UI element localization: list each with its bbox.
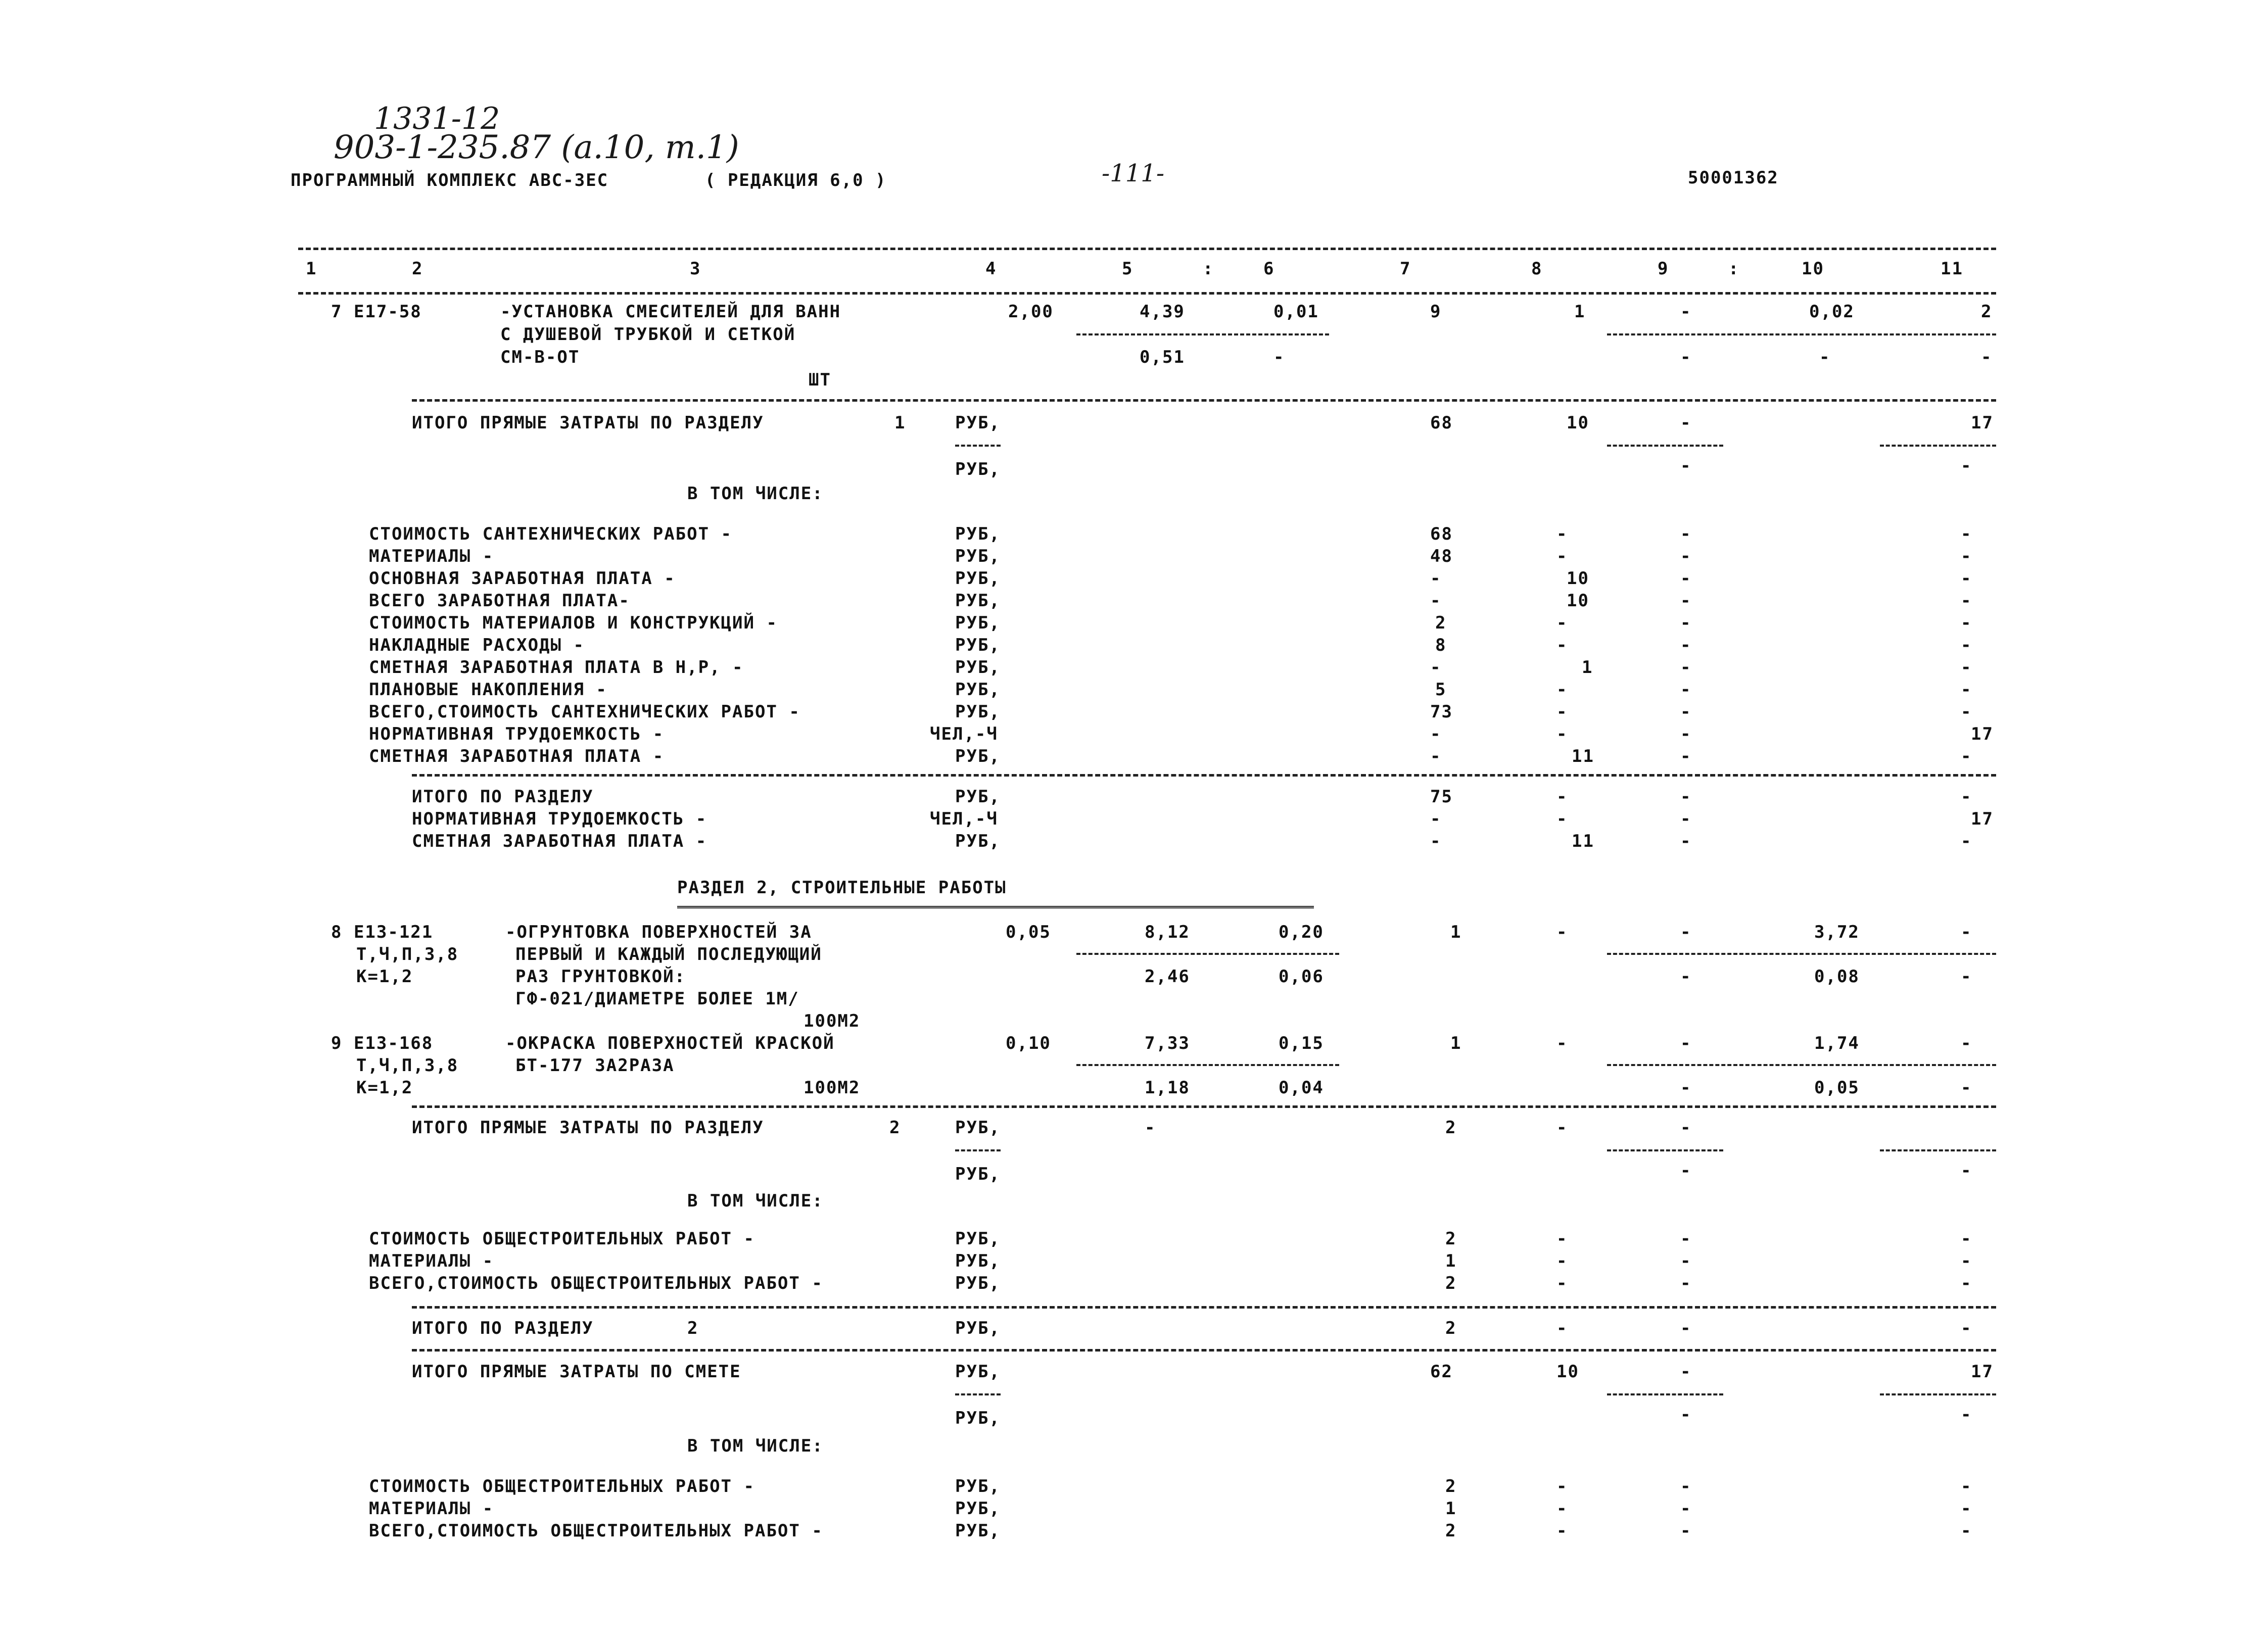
estimate-including-label: В ТОМ ЧИСЛЕ:	[687, 1436, 824, 1456]
sec2-final-v9: -	[1680, 1318, 1692, 1338]
sec1-bd-unit: РУБ,	[955, 635, 1001, 655]
sec1-bd-label: ОСНОВНАЯ ЗАРАБОТНАЯ ПЛАТА -	[369, 568, 676, 589]
sec1-final-v8: -	[1556, 809, 1568, 829]
sec1-final-v8: 11	[1572, 831, 1594, 851]
handwritten-code: 1331-12	[374, 101, 500, 136]
item-9-number: 9 Е13-168	[331, 1033, 434, 1053]
estimate-total-rule-11	[1880, 1393, 1996, 1395]
sec1-bd-label: СТОИМОСТЬ САНТЕХНИЧЕСКИХ РАБОТ -	[369, 524, 733, 544]
section-2-title: РАЗДЕЛ 2, СТРОИТЕЛЬНЫЕ РАБОТЫ	[677, 878, 1007, 898]
sec1-bd-v11: -	[1961, 635, 1972, 655]
sec1-bd-v9: -	[1680, 546, 1692, 566]
estimate-bd-v8: -	[1556, 1521, 1568, 1541]
sec1-bd-v8: 11	[1572, 746, 1594, 766]
item-9-qty: 0,10	[1006, 1033, 1051, 1053]
estimate-bd-v7: 1	[1445, 1499, 1457, 1519]
estimate-bd-v8: -	[1556, 1499, 1568, 1519]
edition-label: ( РЕДАКЦИЯ 6,0 )	[705, 170, 887, 190]
sec2-final-unit: РУБ,	[955, 1318, 1001, 1338]
sec2-total-label: ИТОГО ПРЯМЫЕ ЗАТРАТЫ ПО РАЗДЕЛУ	[412, 1118, 764, 1138]
sec1-final-unit: РУБ,	[955, 787, 1001, 807]
sec1-total-col7: 68	[1430, 413, 1453, 433]
sec1-bd-v9: -	[1680, 524, 1692, 544]
sec1-final-label: НОРМАТИВНАЯ ТРУДОЕМКОСТЬ -	[412, 809, 707, 829]
item-8-desc-3: РАЗ ГРУНТОВКОЙ:	[515, 967, 686, 987]
item-8-col11: -	[1961, 922, 1972, 942]
sec2-bd-unit: РУБ,	[955, 1229, 1001, 1249]
sec2-final-v8: -	[1556, 1318, 1568, 1338]
sec1-bd-v9: -	[1680, 613, 1692, 633]
item-8-col10: 3,72	[1814, 922, 1860, 942]
item-9-sub-rule-b	[1607, 1064, 1996, 1066]
item-8-col6b: 0,06	[1279, 967, 1324, 987]
item-7-sub-rule	[1076, 333, 1329, 335]
col-sep-a: :	[1203, 259, 1214, 279]
program-header: ПРОГРАММНЫЙ КОМПЛЕКС АВС-3ЕС	[291, 170, 609, 190]
item-7-col8: 1	[1574, 302, 1586, 322]
sec1-bd-v7: 68	[1430, 524, 1453, 544]
sec2-bd-v11: -	[1961, 1251, 1972, 1271]
col-2: 2	[412, 259, 423, 279]
estimate-total-col11b: -	[1961, 1405, 1972, 1425]
item-7-col6: 0,01	[1273, 302, 1319, 322]
sec1-bd-v7: -	[1430, 746, 1442, 766]
item-8-qty: 0,05	[1006, 922, 1051, 942]
item-9-col11b: -	[1961, 1078, 1972, 1098]
sec1-bd-v8: -	[1556, 524, 1568, 544]
item-9-col11: -	[1961, 1033, 1972, 1053]
sec2-total-rule-9	[1607, 1149, 1723, 1151]
sec2-bd-v9: -	[1680, 1251, 1692, 1271]
estimate-bd-unit: РУБ,	[955, 1476, 1001, 1497]
document-number: 50001362	[1688, 168, 1779, 188]
sec2-total-section: 2	[889, 1118, 901, 1138]
handwritten-page-number: -111-	[1102, 159, 1165, 187]
sec1-bd-v9: -	[1680, 635, 1692, 655]
estimate-bd-v11: -	[1961, 1476, 1972, 1497]
sec1-bd-unit: РУБ,	[955, 657, 1001, 678]
item-8-unit: 100М2	[804, 1011, 861, 1031]
sec1-bd-v8: 1	[1582, 657, 1593, 678]
sec2-total-col9b: -	[1680, 1161, 1692, 1181]
item-7-desc-1: -УСТАНОВКА СМЕСИТЕЛЕЙ ДЛЯ ВАНН	[500, 302, 841, 322]
sec1-final-v7: -	[1430, 831, 1442, 851]
sec1-bd-v7: -	[1430, 568, 1442, 589]
estimate-bd-v11: -	[1961, 1521, 1972, 1541]
sec2-total-rule	[412, 1105, 1996, 1108]
sec1-bd-unit: РУБ,	[955, 524, 1001, 544]
sec1-final-label: ИТОГО ПО РАЗДЕЛУ	[412, 787, 594, 807]
item-9-sub-2: К=1,2	[356, 1078, 413, 1098]
estimate-total-label: ИТОГО ПРЯМЫЕ ЗАТРАТЫ ПО СМЕТЕ	[412, 1362, 741, 1382]
sec2-bd-v7: 1	[1445, 1251, 1457, 1271]
sec1-bd-v11: -	[1961, 746, 1972, 766]
header-bottom-rule	[298, 292, 1996, 295]
item-8-sub-rule	[1076, 953, 1339, 955]
sec1-bd-v11: 17	[1971, 724, 1994, 744]
sec2-bd-v7: 2	[1445, 1229, 1457, 1249]
sec1-bd-v8: -	[1556, 635, 1568, 655]
estimate-bd-v8: -	[1556, 1476, 1568, 1497]
sec1-final-v11: -	[1961, 787, 1972, 807]
sec1-bd-v11: -	[1961, 613, 1972, 633]
sec2-bd-label: МАТЕРИАЛЫ -	[369, 1251, 494, 1271]
sec2-total-unit-2: РУБ,	[955, 1164, 1001, 1184]
estimate-total-col7: 62	[1430, 1362, 1453, 1382]
col-9: 9	[1658, 259, 1669, 279]
sec1-bd-label: НАКЛАДНЫЕ РАСХОДЫ -	[369, 635, 585, 655]
sec2-total-col7: 2	[1445, 1118, 1457, 1138]
item-7-col11: 2	[1981, 302, 1993, 322]
sec1-bd-v7: 48	[1430, 546, 1453, 566]
estimate-total-unit-rule	[955, 1393, 1001, 1395]
sec1-bd-v11: -	[1961, 568, 1972, 589]
sec2-total-unit-rule	[955, 1149, 1001, 1151]
sec2-bd-v11: -	[1961, 1273, 1972, 1293]
item-9-col9b: -	[1680, 1078, 1692, 1098]
sec1-final-v7: 75	[1430, 787, 1453, 807]
sec1-bd-label: ВСЕГО,СТОИМОСТЬ САНТЕХНИЧЕСКИХ РАБОТ -	[369, 702, 800, 722]
sec2-bd-label: ВСЕГО,СТОИМОСТЬ ОБЩЕСТРОИТЕЛЬНЫХ РАБОТ -	[369, 1273, 823, 1293]
sec1-bd-v8: -	[1556, 724, 1568, 744]
sec1-final-v11: -	[1961, 831, 1972, 851]
sec1-bd-v9: -	[1680, 657, 1692, 678]
col-sep-b: :	[1728, 259, 1740, 279]
sec1-bd-v8: -	[1556, 613, 1568, 633]
sec1-bd-unit: РУБ,	[955, 680, 1001, 700]
sec1-final-v9: -	[1680, 787, 1692, 807]
estimate-total-rule-9	[1607, 1393, 1723, 1395]
sec1-bd-unit: РУБ,	[955, 568, 1001, 589]
item-7-sub-rule-b	[1607, 333, 1996, 335]
item-8-col5b: 2,46	[1145, 967, 1190, 987]
sec1-bd-label: ВСЕГО ЗАРАБОТНАЯ ПЛАТА-	[369, 591, 630, 611]
sec1-bd-label: МАТЕРИАЛЫ -	[369, 546, 494, 566]
sec1-bd-v8: -	[1556, 546, 1568, 566]
estimate-bd-unit: РУБ,	[955, 1521, 1001, 1541]
sec2-total-col11b: -	[1961, 1161, 1972, 1181]
item-7-col9b: -	[1680, 347, 1692, 367]
item-7-col6b: -	[1273, 347, 1285, 367]
sec1-bd-unit: РУБ,	[955, 613, 1001, 633]
sec1-bd-v8: 10	[1567, 568, 1589, 589]
sec1-total-col11: 17	[1971, 413, 1994, 433]
sec1-total-rule-11	[1880, 445, 1996, 447]
sec1-total-section: 1	[894, 413, 906, 433]
item-9-col7: 1	[1450, 1033, 1462, 1053]
item-8-desc-1: -ОГРУНТОВКА ПОВЕРХНОСТЕЙ ЗА	[505, 922, 812, 942]
sec1-bd-v11: -	[1961, 702, 1972, 722]
col-5: 5	[1122, 259, 1133, 279]
sec1-final-v7: -	[1430, 809, 1442, 829]
sec2-bd-v9: -	[1680, 1273, 1692, 1293]
sec1-bd-label: НОРМАТИВНАЯ ТРУДОЕМКОСТЬ -	[369, 724, 665, 744]
col-6: 6	[1263, 259, 1275, 279]
sec1-bd-label: СМЕТНАЯ ЗАРАБОТНАЯ ПЛАТА В Н,Р, -	[369, 657, 744, 678]
estimate-bd-v7: 2	[1445, 1521, 1457, 1541]
item-8-col9: -	[1680, 922, 1692, 942]
sec1-final-v8: -	[1556, 787, 1568, 807]
item-7-number: 7 Е17-58	[331, 302, 422, 322]
sec1-bd-v9: -	[1680, 702, 1692, 722]
sec1-bd-v11: -	[1961, 591, 1972, 611]
sec2-including-label: В ТОМ ЧИСЛЕ:	[687, 1191, 824, 1211]
col-3: 3	[690, 259, 701, 279]
item-7-desc-2: С ДУШЕВОЙ ТРУБКОЙ И СЕТКОЙ	[500, 324, 796, 345]
estimate-total-unit-2: РУБ,	[955, 1408, 1001, 1428]
item-9-col6: 0,15	[1279, 1033, 1324, 1053]
sec1-total-unit-2: РУБ,	[955, 459, 1001, 479]
sec2-total-col8: -	[1556, 1118, 1568, 1138]
item-9-col5: 7,33	[1145, 1033, 1190, 1053]
item-9-col10: 1,74	[1814, 1033, 1860, 1053]
sec1-bd-label: СТОИМОСТЬ МАТЕРИАЛОВ И КОНСТРУКЦИЙ -	[369, 613, 778, 633]
sec2-bd-v11: -	[1961, 1229, 1972, 1249]
item-8-number: 8 Е13-121	[331, 922, 434, 942]
table-top-rule	[298, 248, 1996, 250]
item-9-col8: -	[1556, 1033, 1568, 1053]
sec1-final-v11: 17	[1971, 809, 1994, 829]
sec1-bd-v9: -	[1680, 724, 1692, 744]
item-8-sub-1: Т,Ч,П,3,8	[356, 944, 459, 964]
sec1-total-col9b: -	[1680, 456, 1692, 476]
col-1: 1	[306, 259, 317, 279]
sec1-bd-v11: -	[1961, 657, 1972, 678]
sec1-final-rule	[412, 774, 1996, 777]
item-9-col9: -	[1680, 1033, 1692, 1053]
sec1-bd-v9: -	[1680, 591, 1692, 611]
estimate-bd-v7: 2	[1445, 1476, 1457, 1497]
item-7-col9: -	[1680, 302, 1692, 322]
sec1-bd-unit: РУБ,	[955, 591, 1001, 611]
item-8-sub-2: К=1,2	[356, 967, 413, 987]
sec2-final-rule	[412, 1306, 1996, 1309]
sec2-bd-label: СТОИМОСТЬ ОБЩЕСТРОИТЕЛЬНЫХ РАБОТ -	[369, 1229, 755, 1249]
estimate-bd-label: ВСЕГО,СТОИМОСТЬ ОБЩЕСТРОИТЕЛЬНЫХ РАБОТ -	[369, 1521, 823, 1541]
item-7-unit: ШТ	[809, 370, 831, 390]
sec1-final-label: СМЕТНАЯ ЗАРАБОТНАЯ ПЛАТА -	[412, 831, 707, 851]
item-8-desc-4: ГФ-021/ДИАМЕТРЕ БОЛЕЕ 1М/	[515, 989, 799, 1009]
item-9-desc-1: -ОКРАСКА ПОВЕРХНОСТЕЙ КРАСКОЙ	[505, 1033, 835, 1053]
sec2-total-col5: -	[1145, 1118, 1156, 1138]
col-4: 4	[985, 259, 997, 279]
sec1-bd-v7: -	[1430, 724, 1442, 744]
item-7-col11b: -	[1981, 347, 1993, 367]
item-8-col8: -	[1556, 922, 1568, 942]
item-8-sub-rule-b	[1607, 953, 1996, 955]
item-9-desc-2: БТ-177 ЗА2РАЗА	[515, 1055, 675, 1076]
sec1-total-col11b: -	[1961, 456, 1972, 476]
estimate-total-col9: -	[1680, 1362, 1692, 1382]
sec1-bd-v7: 2	[1435, 613, 1447, 633]
sec2-total-rule-11	[1880, 1149, 1996, 1151]
sec2-final-v11: -	[1961, 1318, 1972, 1338]
sec2-total-unit: РУБ,	[955, 1118, 1001, 1138]
sec1-bd-unit: ЧЕЛ,-Ч	[930, 724, 998, 744]
sec2-bd-unit: РУБ,	[955, 1273, 1001, 1293]
item-9-unit: 100М2	[804, 1078, 861, 1098]
estimate-total-unit: РУБ,	[955, 1362, 1001, 1382]
sec2-final-label: ИТОГО ПО РАЗДЕЛУ	[412, 1318, 594, 1338]
item-9-col6b: 0,04	[1279, 1078, 1324, 1098]
estimate-bd-label: МАТЕРИАЛЫ -	[369, 1499, 494, 1519]
sec1-bd-v9: -	[1680, 746, 1692, 766]
sec1-total-col9: -	[1680, 413, 1692, 433]
item-8-col6: 0,20	[1279, 922, 1324, 942]
sec1-bd-v7: 5	[1435, 680, 1447, 700]
item-7-qty: 2,00	[1008, 302, 1054, 322]
item-8-col10b: 0,08	[1814, 967, 1860, 987]
sec1-bd-v7: -	[1430, 657, 1442, 678]
sec2-final-section: 2	[687, 1318, 699, 1338]
estimate-bd-v9: -	[1680, 1476, 1692, 1497]
sec1-final-v9: -	[1680, 831, 1692, 851]
sec1-bd-unit: РУБ,	[955, 546, 1001, 566]
sec1-bd-v11: -	[1961, 680, 1972, 700]
item-8-desc-2: ПЕРВЫЙ И КАЖДЫЙ ПОСЛЕДУЮЩИЙ	[515, 944, 822, 964]
sec2-total-col9: -	[1680, 1118, 1692, 1138]
sec1-bd-label: СМЕТНАЯ ЗАРАБОТНАЯ ПЛАТА -	[369, 746, 665, 766]
sec1-final-unit: ЧЕЛ,-Ч	[930, 809, 998, 829]
col-10: 10	[1802, 259, 1824, 279]
sec1-bd-v11: -	[1961, 546, 1972, 566]
sec1-bd-v7: 8	[1435, 635, 1447, 655]
item-8-col7: 1	[1450, 922, 1462, 942]
estimate-bd-v11: -	[1961, 1499, 1972, 1519]
sec1-bd-unit: РУБ,	[955, 702, 1001, 722]
estimate-total-col8: 10	[1556, 1362, 1579, 1382]
estimate-bd-unit: РУБ,	[955, 1499, 1001, 1519]
sec1-total-unit-rule	[955, 445, 1001, 447]
sec1-final-v9: -	[1680, 809, 1692, 829]
item-7-col5b: 0,51	[1140, 347, 1185, 367]
item-9-col5b: 1,18	[1145, 1078, 1190, 1098]
section-2-underline	[677, 906, 1314, 908]
sec1-final-unit: РУБ,	[955, 831, 1001, 851]
sec1-bd-v7: -	[1430, 591, 1442, 611]
item-7-desc-3: СМ-В-ОТ	[500, 347, 580, 367]
item-7-col7: 9	[1430, 302, 1442, 322]
sec1-bd-v9: -	[1680, 568, 1692, 589]
estimate-total-col11: 17	[1971, 1362, 1994, 1382]
sec1-bd-label: ПЛАНОВЫЕ НАКОПЛЕНИЯ -	[369, 680, 607, 700]
sec1-bd-v7: 73	[1430, 702, 1453, 722]
estimate-bd-v9: -	[1680, 1521, 1692, 1541]
sec1-bd-v8: 10	[1567, 591, 1589, 611]
handwritten-project-ref: 903-1-235.87 (a.10, т.1)	[334, 129, 739, 166]
sec2-bd-v8: -	[1556, 1251, 1568, 1271]
sec2-final-v7: 2	[1445, 1318, 1457, 1338]
sec2-bd-unit: РУБ,	[955, 1251, 1001, 1271]
estimate-bd-v9: -	[1680, 1499, 1692, 1519]
sec1-bd-v8: -	[1556, 680, 1568, 700]
item-9-sub-rule	[1076, 1064, 1339, 1066]
item-9-sub-1: Т,Ч,П,3,8	[356, 1055, 459, 1076]
sec1-total-rule-9	[1607, 445, 1723, 447]
item-7-col5: 4,39	[1140, 302, 1185, 322]
sec1-total-unit: РУБ,	[955, 413, 1001, 433]
estimate-bd-label: СТОИМОСТЬ ОБЩЕСТРОИТЕЛЬНЫХ РАБОТ -	[369, 1476, 755, 1497]
col-8: 8	[1531, 259, 1543, 279]
sec1-bd-v9: -	[1680, 680, 1692, 700]
sec1-bd-v8: -	[1556, 702, 1568, 722]
sec2-bd-v9: -	[1680, 1229, 1692, 1249]
sec2-bd-v8: -	[1556, 1229, 1568, 1249]
sec1-including-label: В ТОМ ЧИСЛЕ:	[687, 484, 824, 504]
sec2-bd-v8: -	[1556, 1273, 1568, 1293]
item-7-col10b: -	[1819, 347, 1831, 367]
sec1-total-label: ИТОГО ПРЯМЫЕ ЗАТРАТЫ ПО РАЗДЕЛУ	[412, 413, 764, 433]
sec1-bd-unit: РУБ,	[955, 746, 1001, 766]
estimate-total-rule	[412, 1349, 1996, 1352]
item-7-col10: 0,02	[1809, 302, 1855, 322]
item-8-col5: 8,12	[1145, 922, 1190, 942]
sec1-bd-v11: -	[1961, 524, 1972, 544]
item-9-col10b: 0,05	[1814, 1078, 1860, 1098]
sec2-bd-v7: 2	[1445, 1273, 1457, 1293]
estimate-total-col9b: -	[1680, 1405, 1692, 1425]
item-8-col11b: -	[1961, 967, 1972, 987]
item-8-col9b: -	[1680, 967, 1692, 987]
sec1-total-rule	[412, 399, 1996, 402]
col-11: 11	[1941, 259, 1963, 279]
col-7: 7	[1400, 259, 1411, 279]
sec1-total-col8: 10	[1567, 413, 1589, 433]
